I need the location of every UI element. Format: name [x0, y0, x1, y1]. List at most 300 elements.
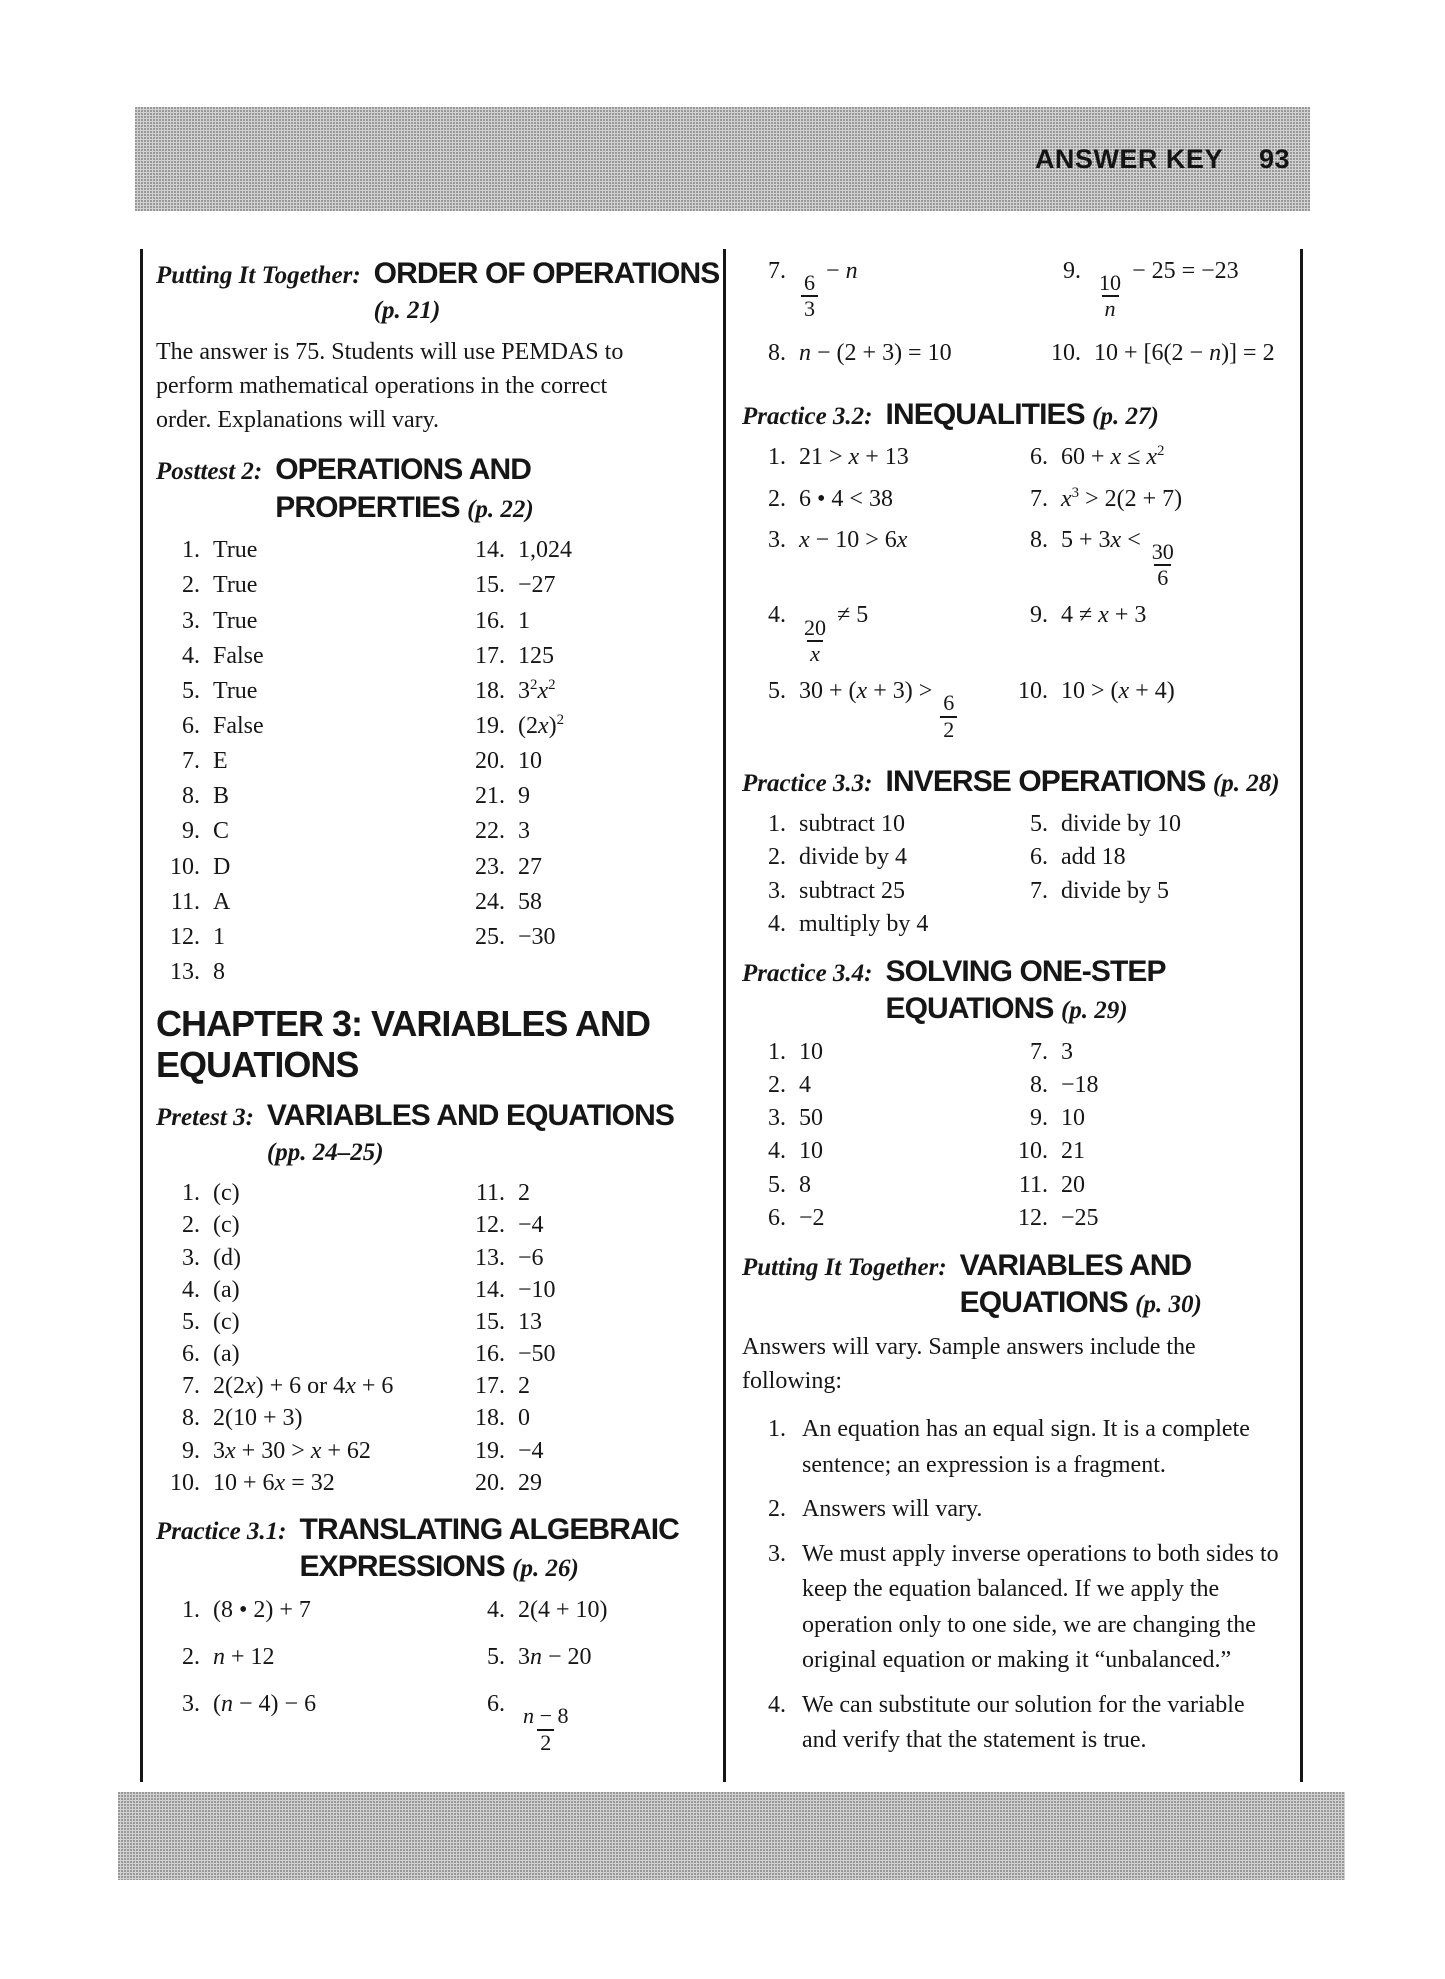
item-number: 10. [170, 1469, 200, 1496]
item-answer: True [213, 537, 258, 564]
item-number: 20. [475, 1469, 505, 1496]
practice-3-1-continued [742, 255, 1294, 384]
item-answer: (c) [213, 1212, 240, 1239]
item-number: 4. [768, 910, 786, 937]
item-number: 3. [768, 877, 786, 904]
item-number: 19. [475, 713, 505, 740]
item-number: 16. [475, 607, 505, 634]
answer-item [461, 1370, 715, 1402]
item-answer: (n − 4) − 6 [213, 1691, 317, 1718]
item-number: 2. [768, 485, 786, 512]
item-number: 7. [182, 748, 200, 775]
page-reference: (p. 21) [373, 296, 441, 324]
item-number: 2. [768, 1496, 786, 1523]
item-answer: −18 [1061, 1072, 1099, 1099]
answer-item [1004, 483, 1294, 515]
answer-item [461, 851, 715, 883]
item-number: 14. [475, 1276, 505, 1303]
item-answer: 0 [518, 1405, 530, 1432]
item-answer: 3 [518, 818, 530, 845]
answer-item [742, 1135, 1004, 1167]
answer-item [742, 875, 1004, 907]
answer-item [742, 841, 1004, 873]
item-answer: 27 [518, 853, 542, 880]
answer-list [156, 1594, 715, 1770]
answer-item [156, 569, 461, 601]
answer-item [742, 808, 1004, 840]
header-page-number: 93 [1258, 143, 1290, 174]
item-number: 4. [182, 1276, 200, 1303]
answer-item [742, 524, 1004, 591]
item-answer: 21 [1061, 1138, 1085, 1165]
answer-list [742, 1036, 1294, 1235]
item-answer: $(2x)^2$ [518, 712, 565, 740]
item-answer: −10 [518, 1276, 556, 1303]
item-number: 13. [170, 959, 200, 986]
answer-item [742, 441, 1004, 473]
answer-item [461, 815, 715, 847]
item-number: 1. [768, 444, 786, 471]
section-heading [156, 1511, 715, 1586]
item-answer: True [213, 607, 258, 634]
answer-item [156, 675, 461, 707]
section-title: TRANSLATING ALGEBRAIC [299, 1512, 679, 1546]
item-number: 18. [475, 677, 505, 704]
item-number: 9. [182, 1437, 200, 1464]
fraction: $\frac{10}{n}$ [1099, 270, 1122, 322]
section-paragraph: Answers will vary. Sample answers include the following: [742, 1333, 1196, 1394]
item-answer: −4 [518, 1212, 544, 1239]
item-answer: $\frac{6}{3}$ − n [799, 255, 858, 322]
item-answer: 125 [518, 642, 554, 669]
section-label: Pretest 3: [156, 1104, 254, 1132]
item-answer: 2(4 + 10) [518, 1596, 608, 1623]
fraction: $\frac{6}{2}$ [940, 691, 957, 742]
answer-item [156, 1435, 461, 1467]
answer-list [742, 255, 1294, 384]
item-answer: subtract 25 [799, 877, 905, 904]
item-number: 1. [182, 1596, 200, 1623]
item-number: 24. [475, 888, 505, 915]
answer-item [742, 908, 1004, 940]
item-number: 5. [487, 1644, 505, 1671]
item-answer: $3^2x^2$ [518, 676, 556, 704]
answer-key-page [0, 107, 1445, 1880]
item-answer: 10 + 6x = 32 [213, 1469, 335, 1496]
item-answer: C [213, 818, 230, 845]
answer-item [156, 815, 461, 847]
section-label: Practice 3.2: [742, 402, 873, 430]
answer-item [156, 886, 461, 918]
answer-item [156, 1306, 461, 1338]
answer-item [156, 1338, 461, 1370]
item-answer: True [213, 677, 258, 704]
item-number: 5. [768, 678, 786, 705]
item-number: 2. [768, 1072, 786, 1099]
answer-item [156, 851, 461, 883]
item-number: 3. [768, 1105, 786, 1132]
item-answer: (c) [213, 1180, 240, 1207]
item-answer: A [213, 888, 231, 915]
item-answer: 10 [799, 1038, 823, 1065]
section-heading [742, 396, 1294, 434]
answer-item [742, 483, 1004, 515]
answer-item [1004, 1135, 1294, 1167]
item-number: 16. [475, 1341, 505, 1368]
item-answer: $x^3 > 2(2 + 7)$ [1061, 484, 1183, 512]
page-footer-band [118, 1792, 1345, 1880]
practice-3-4-solving-one-step-equations [742, 953, 1294, 1235]
item-answer: 4 ≠ x + 3 [1061, 602, 1147, 629]
answer-item [1004, 1169, 1294, 1201]
item-answer: An equation has an equal sign. It is a complete sentence; an expression is a fragment. [802, 1416, 1250, 1478]
section-heading [156, 1097, 715, 1169]
answer-item [461, 1209, 715, 1241]
item-answer: $60 + x \le x^2$ [1061, 443, 1165, 471]
section-label: Putting It Together: [742, 1253, 947, 1281]
answer-item [1004, 808, 1294, 840]
section-title: PROPERTIES (p. 22) [275, 490, 534, 524]
item-answer: 5 + 3x < $\frac{30}{6}$ [1061, 524, 1179, 591]
item-number: 8. [1030, 526, 1048, 553]
fraction: $\frac{6}{3}$ [801, 271, 818, 322]
practice-3-1-translating-algebraic-expressions [156, 1511, 715, 1770]
item-answer: 58 [518, 888, 542, 915]
item-number: 2. [182, 572, 200, 599]
section-title-block [300, 1511, 679, 1586]
item-number: 2. [182, 1644, 200, 1671]
item-number: 12. [170, 923, 200, 950]
item-number: 6. [487, 1691, 505, 1718]
item-answer: 8 [799, 1171, 811, 1198]
item-answer: −4 [518, 1437, 544, 1464]
answer-item [1004, 675, 1294, 742]
item-answer: 2(2x) + 6 or 4x + 6 [213, 1373, 394, 1400]
section-title-block [267, 1097, 674, 1169]
answer-item [1037, 337, 1294, 369]
item-answer: We must apply inverse operations to both sides to keep the equation balanced. If we apply the operation only to one side, we are changing the original equation or making it “unbalanced.” [802, 1540, 1279, 1674]
item-answer: (a) [213, 1341, 240, 1368]
item-answer: 2 [518, 1180, 530, 1207]
item-number: 12. [475, 1212, 505, 1239]
section-title-block [374, 255, 720, 327]
answer-item [1004, 875, 1294, 907]
answer-item [1004, 1036, 1294, 1068]
item-number: 22. [475, 818, 505, 845]
item-number: 7. [768, 258, 786, 284]
answer-item [461, 886, 715, 918]
item-answer: 50 [799, 1105, 823, 1132]
answer-item [1004, 1102, 1294, 1134]
section-title: OPERATIONS AND [275, 453, 531, 487]
item-number: 10. [170, 853, 200, 880]
item-number: 3. [768, 1540, 786, 1567]
item-answer: add 18 [1061, 844, 1126, 871]
section-title: EQUATIONS (p. 29) [885, 992, 1128, 1026]
chapter-3-heading [156, 1003, 715, 1085]
answer-item [156, 745, 461, 777]
item-number: 1. [768, 811, 786, 838]
item-number: 5. [768, 1171, 786, 1198]
item-answer: B [213, 783, 230, 810]
item-answer: −2 [799, 1204, 825, 1231]
answer-item [742, 1069, 1004, 1101]
item-number: 5. [182, 1308, 200, 1335]
page-reference: (pp. 24–25) [266, 1138, 384, 1166]
item-answer: x − 10 > 6x [799, 526, 908, 553]
answer-item [461, 569, 715, 601]
section-heading [156, 451, 715, 526]
item-answer: 21 > x + 13 [799, 444, 909, 471]
putting-it-together-variables-and-equations [742, 1247, 1294, 1759]
answer-list [742, 808, 1294, 941]
item-answer: False [213, 713, 264, 740]
item-number: 4. [768, 602, 786, 629]
answer-item [156, 1242, 461, 1274]
section-label: Putting It Together: [156, 262, 361, 289]
answer-list [156, 1177, 715, 1499]
answer-item [1004, 841, 1294, 873]
item-answer: 3n − 20 [518, 1644, 592, 1671]
item-answer: (8 • 2) + 7 [213, 1596, 311, 1623]
answer-item [461, 745, 715, 777]
page-reference: (p. 30) [1135, 1291, 1202, 1319]
item-answer: $\frac{10}{n}$ − 25 = −23 [1094, 255, 1239, 322]
item-number: 17. [475, 1373, 505, 1400]
section-label: Practice 3.3: [742, 769, 873, 797]
item-number: 5. [1030, 811, 1048, 838]
answer-item [156, 956, 461, 988]
answer-item [742, 1202, 1004, 1234]
section-title-block [886, 396, 1159, 434]
section-label: Practice 3.1: [156, 1517, 287, 1545]
section-title: VARIABLES AND EQUATIONS [266, 1099, 674, 1133]
item-number: 3. [768, 526, 786, 553]
answer-item [461, 534, 715, 566]
item-number: 10. [1051, 339, 1081, 366]
item-number: 15. [475, 572, 505, 599]
item-answer: −50 [518, 1341, 556, 1368]
item-number: 18. [475, 1405, 505, 1432]
answer-item [156, 1177, 461, 1209]
item-number: 6. [182, 1341, 200, 1368]
item-answer: 10 [799, 1138, 823, 1165]
page-reference: (p. 27) [1092, 402, 1159, 430]
answer-key-content [140, 249, 1303, 1782]
item-number: 12. [1018, 1204, 1048, 1231]
page-reference: (p. 26) [512, 1555, 579, 1583]
section-heading [742, 763, 1294, 801]
item-number: 9. [182, 818, 200, 845]
section-title-block [886, 763, 1280, 801]
answer-item [461, 605, 715, 637]
answer-item [742, 1036, 1004, 1068]
item-answer: divide by 10 [1061, 811, 1181, 838]
putting-it-together-order-of-operations [156, 255, 720, 437]
item-number: 2. [768, 844, 786, 871]
empty-cell [461, 956, 715, 991]
section-heading [742, 953, 1294, 1028]
item-answer: n − (2 + 3) = 10 [799, 339, 952, 366]
item-number: 25. [475, 923, 505, 950]
item-number: 3. [182, 1244, 200, 1271]
item-number: 17. [475, 642, 505, 669]
item-number: 8. [1030, 1072, 1048, 1099]
answer-item [461, 1467, 715, 1499]
item-answer: We can substitute our solution for the variable and verify that the statement is true. [802, 1691, 1245, 1754]
item-number: 11. [1018, 1171, 1048, 1198]
item-number: 7. [182, 1373, 200, 1400]
item-answer: D [213, 853, 231, 880]
answer-list [742, 441, 1294, 750]
item-number: 1. [182, 1180, 200, 1207]
item-answer: (a) [213, 1276, 240, 1303]
chapter-heading: CHAPTER 3: VARIABLES AND EQUATIONS [156, 1003, 651, 1086]
item-number: 5. [182, 677, 200, 704]
answer-item [461, 710, 715, 742]
answer-item [742, 337, 1037, 369]
item-number: 19. [475, 1437, 505, 1464]
page-header-band [135, 107, 1310, 211]
answer-item [461, 921, 715, 953]
practice-3-3-inverse-operations [742, 763, 1294, 941]
posttest-2-operations-and-properties [156, 451, 715, 991]
item-answer: 10 > (x + 4) [1061, 678, 1175, 705]
answer-item [156, 710, 461, 742]
item-answer: 10 + [6(2 − n)] = 2 [1094, 339, 1275, 366]
item-answer: True [213, 572, 258, 599]
item-number: 2. [182, 1212, 200, 1239]
page-reference: (p. 22) [467, 495, 534, 523]
section-title: SOLVING ONE-STEP [885, 954, 1166, 988]
answer-item [156, 1467, 461, 1499]
item-answer: multiply by 4 [799, 910, 929, 937]
item-number: 4. [182, 642, 200, 669]
empty-cell [1004, 908, 1294, 941]
answer-item [461, 1594, 715, 1626]
answer-item [742, 1492, 1294, 1528]
answer-item [1004, 524, 1294, 591]
answer-item [156, 1402, 461, 1434]
section-title: EQUATIONS (p. 30) [959, 1286, 1202, 1320]
item-number: 9. [1030, 1105, 1048, 1132]
item-number: 21. [475, 783, 505, 810]
item-answer: $\frac{20}{x}$ ≠ 5 [799, 599, 868, 666]
answer-item [461, 1641, 715, 1673]
item-answer: E [213, 748, 228, 775]
item-number: 6. [1030, 844, 1048, 871]
item-answer: 1,024 [518, 537, 572, 564]
pretest-3-variables-and-equations [156, 1097, 715, 1499]
item-number: 10. [1018, 1138, 1048, 1165]
item-answer: 8 [213, 959, 225, 986]
item-number: 1. [768, 1416, 786, 1442]
item-number: 14. [475, 537, 505, 564]
item-number: 7. [1030, 877, 1048, 904]
item-answer: 13 [518, 1308, 542, 1335]
answer-item [742, 1688, 1294, 1759]
item-number: 9. [1030, 602, 1048, 629]
answer-item [461, 640, 715, 672]
item-answer: −27 [518, 572, 556, 599]
answer-item [742, 1537, 1294, 1679]
answer-item [1004, 1069, 1294, 1101]
item-number: 4. [768, 1138, 786, 1165]
answer-item [461, 1688, 715, 1755]
item-answer: 3 [1061, 1038, 1073, 1065]
item-answer: 9 [518, 783, 530, 810]
answer-list [156, 534, 715, 991]
section-title-block [886, 953, 1166, 1028]
item-answer: (c) [213, 1308, 240, 1335]
item-number: 3. [182, 1691, 200, 1718]
section-title-block [275, 451, 533, 526]
item-answer: 4 [799, 1072, 811, 1099]
item-number: 11. [475, 1180, 505, 1207]
section-heading [742, 1247, 1294, 1322]
item-number: 11. [170, 888, 200, 915]
fraction: $\frac{n - 8}{2}$ [523, 1703, 569, 1755]
item-answer: divide by 4 [799, 844, 907, 871]
item-number: 4. [768, 1691, 786, 1718]
item-answer: 29 [518, 1469, 542, 1496]
item-answer: 2 [518, 1373, 530, 1400]
section-title-block [960, 1247, 1202, 1322]
item-answer: −25 [1061, 1204, 1099, 1231]
item-number: 8. [768, 339, 786, 366]
fraction: $\frac{30}{6}$ [1151, 538, 1174, 591]
item-number: 6. [182, 713, 200, 740]
answer-item [461, 1274, 715, 1306]
answer-item [156, 1688, 461, 1755]
answer-item [156, 534, 461, 566]
answer-item [156, 1209, 461, 1241]
answer-item [742, 1412, 1294, 1483]
item-answer: 20 [1061, 1171, 1085, 1198]
item-answer: 2(10 + 3) [213, 1405, 303, 1432]
header-title: ANSWER KEY [1034, 143, 1223, 174]
item-answer: divide by 5 [1061, 877, 1169, 904]
practice-3-2-inequalities [742, 396, 1294, 751]
item-answer: −30 [518, 923, 556, 950]
answer-item [461, 1306, 715, 1338]
item-number: 20. [475, 748, 505, 775]
section-title: VARIABLES AND [959, 1248, 1192, 1282]
item-answer: (d) [213, 1244, 241, 1271]
item-number: 10. [1018, 678, 1048, 705]
item-answer: 1 [518, 607, 530, 634]
item-answer: 10 [518, 748, 542, 775]
item-number: 7. [1030, 1038, 1048, 1065]
item-number: 1. [768, 1038, 786, 1065]
item-number: 15. [475, 1308, 505, 1335]
section-label: Posttest 2: [156, 458, 263, 486]
item-number: 23. [475, 853, 505, 880]
answer-item [156, 1594, 461, 1626]
page-reference: (p. 29) [1060, 997, 1128, 1025]
section-title: EXPRESSIONS (p. 26) [299, 1550, 579, 1584]
answer-item [1037, 255, 1294, 322]
item-answer: −6 [518, 1244, 544, 1271]
section-title: ORDER OF OPERATIONS [373, 257, 720, 290]
answer-item [461, 675, 715, 707]
section-paragraph: The answer is 75. Students will use PEMDAS to perform mathematical operations in the correct order. Explanations will vary. [156, 339, 624, 434]
section-label: Practice 3.4: [742, 959, 873, 987]
right-column [726, 249, 1300, 1782]
left-column [143, 249, 723, 1782]
answer-item [742, 1102, 1004, 1134]
item-number: 1. [182, 537, 200, 564]
